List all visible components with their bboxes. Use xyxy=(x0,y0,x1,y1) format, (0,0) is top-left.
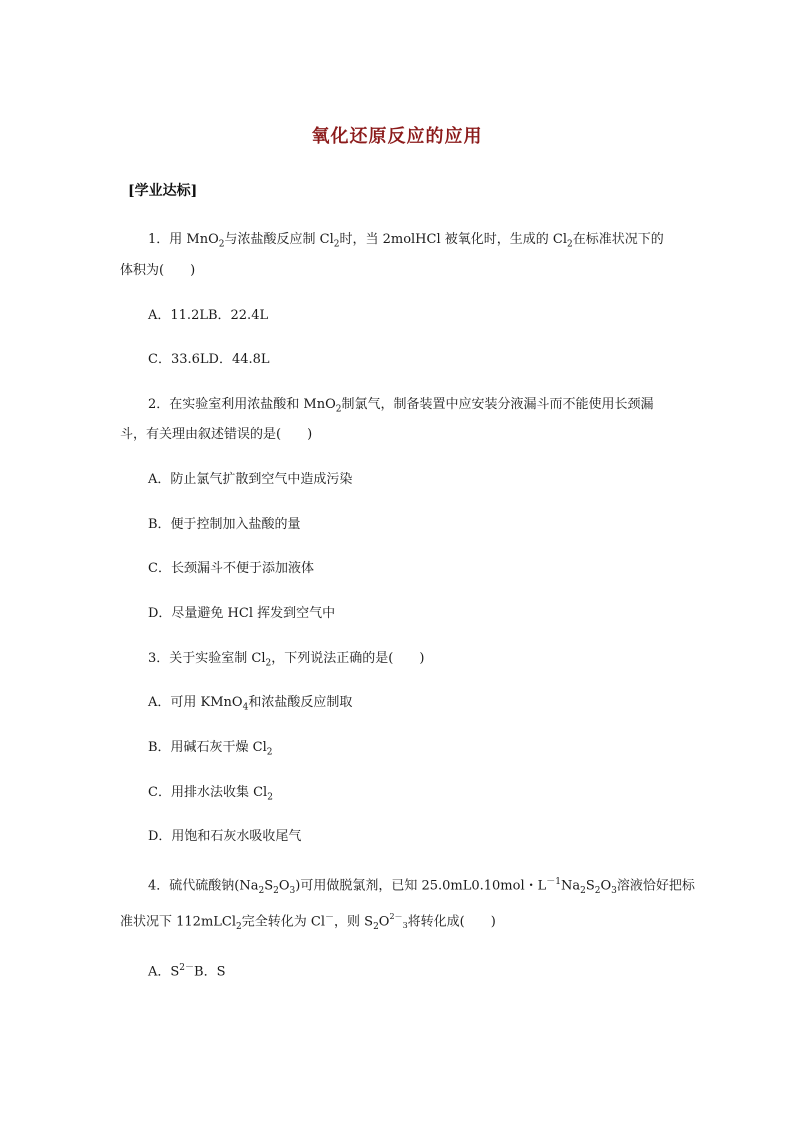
question-3-stem: 3．关于实验室制 $Cl_2$，下列说法正确的是( ) xyxy=(148,651,425,669)
question-2-option-a: A．防止氯气扩散到空气中造成污染 xyxy=(148,472,353,487)
section-heading: [学业达标] xyxy=(128,183,198,199)
question-4-stem-cont: 准状况下 112mLCl$_2$完全转化为 Cl－，则 $S_2O^{2-}_3$将转化成( ) xyxy=(120,912,496,932)
question-4-stem: 4．硫代硫酸钠$(Na_2S_2O_3)$可用做脱氯剂，已知 25.0mL0.10mol・$L^{-1}Na_2S_2O_3$溶液恰好把标 xyxy=(148,877,695,896)
question-3-option-a: A．可用 KMnO$_4$和浓盐酸反应制取 xyxy=(148,695,353,713)
question-3-option-d: D．用饱和石灰水吸收尾气 xyxy=(148,829,302,844)
question-2-option-c: C．长颈漏斗不便于添加液体 xyxy=(148,561,314,576)
question-2-option-b: B．便于控制加入盐酸的量 xyxy=(148,517,301,532)
question-2-stem-cont: 斗，有关理由叙述错误的是( ) xyxy=(120,427,313,442)
question-2-option-d: D．尽量避免 HCl 挥发到空气中 xyxy=(148,606,336,621)
page-title: 氧化还原反应的应用 xyxy=(311,126,483,147)
question-2-stem: 2．在实验室利用浓盐酸和 MnO$_2$制氯气，制备装置中应安装分液漏斗而不能使用长颈漏 xyxy=(148,397,654,415)
question-1-option-ab: A．11.2LB．22.4L xyxy=(148,308,269,323)
question-3-option-b: B．用碱石灰干燥 $Cl_2$ xyxy=(148,740,273,758)
question-1-stem: 1．用 MnO$_2$与浓盐酸反应制 $Cl_2$时，当 2molHCl 被氧化时，生成的 $Cl_2$在标准状况下的 xyxy=(148,232,664,250)
question-1-option-cd: C．33.6LD．44.8L xyxy=(148,352,270,367)
question-1-stem-cont: 体积为( ) xyxy=(120,263,196,278)
question-3-option-c: C．用排水法收集 $Cl_2$ xyxy=(148,785,273,803)
question-4-option-ab: A．$S^{2-}B$．S xyxy=(148,963,226,980)
